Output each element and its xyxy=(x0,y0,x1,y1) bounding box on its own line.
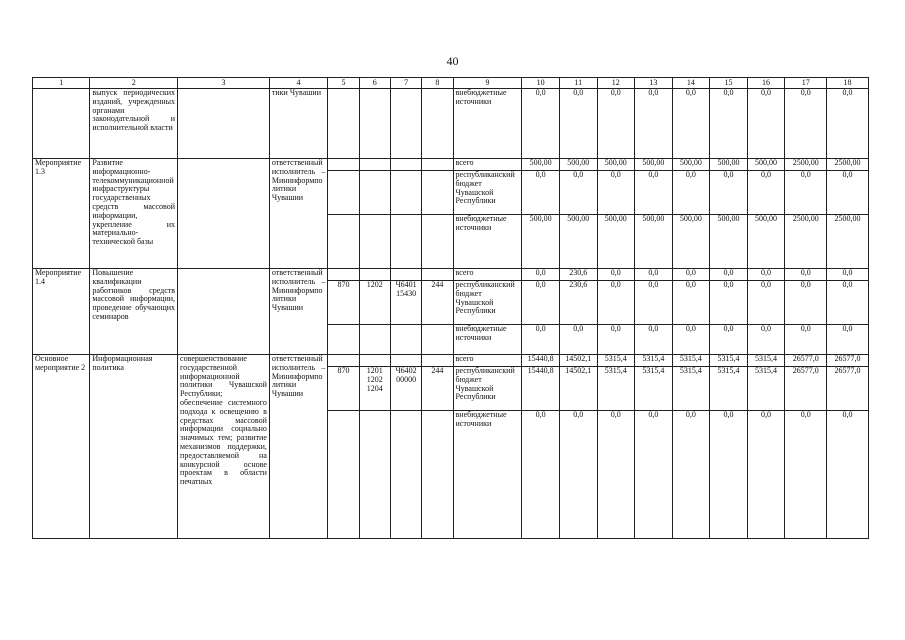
value-cell: 0,0 xyxy=(635,89,673,159)
column-header: 17 xyxy=(785,78,827,89)
rzpr-code xyxy=(359,215,390,269)
column-header: 16 xyxy=(747,78,785,89)
value-cell: 0,0 xyxy=(747,171,785,215)
value-cell: 0,0 xyxy=(827,171,869,215)
grbs-code xyxy=(328,171,359,215)
column-header: 3 xyxy=(178,78,270,89)
value-cell: 500,00 xyxy=(522,159,560,171)
value-cell: 0,0 xyxy=(635,269,673,281)
value-cell: 500,00 xyxy=(747,159,785,171)
value-cell: 500,00 xyxy=(559,159,597,171)
value-cell: 0,0 xyxy=(672,89,710,159)
value-cell: 0,0 xyxy=(827,411,869,539)
value-cell: 0,0 xyxy=(747,269,785,281)
funding-source: внебюджетные источники xyxy=(453,215,522,269)
value-cell: 14502,1 xyxy=(559,355,597,367)
grbs-code xyxy=(328,89,359,159)
value-cell: 230,6 xyxy=(559,269,597,281)
value-cell: 0,0 xyxy=(522,89,560,159)
value-cell: 0,0 xyxy=(672,411,710,539)
value-cell: 0,0 xyxy=(827,89,869,159)
value-cell: 0,0 xyxy=(785,411,827,539)
measure-executor: ответственный исполнитель – Мининформполитики Чувашии xyxy=(269,355,327,539)
value-cell: 500,00 xyxy=(710,159,748,171)
value-cell: 500,00 xyxy=(635,159,673,171)
value-cell: 0,0 xyxy=(785,89,827,159)
value-cell: 500,00 xyxy=(710,215,748,269)
column-header: 8 xyxy=(422,78,453,89)
column-header: 1 xyxy=(33,78,90,89)
value-cell: 0,0 xyxy=(635,325,673,355)
measure-label: Мероприятие 1.3 xyxy=(33,159,90,269)
value-cell: 26577,0 xyxy=(785,367,827,411)
rzpr-code xyxy=(359,355,390,367)
value-cell: 0,0 xyxy=(597,171,635,215)
value-cell: 2500,00 xyxy=(785,215,827,269)
column-header: 12 xyxy=(597,78,635,89)
csr-code xyxy=(390,215,421,269)
value-cell: 0,0 xyxy=(672,325,710,355)
value-cell: 0,0 xyxy=(785,171,827,215)
value-cell: 0,0 xyxy=(785,325,827,355)
value-cell: 15440,8 xyxy=(522,367,560,411)
value-cell: 0,0 xyxy=(747,325,785,355)
rzpr-code xyxy=(359,325,390,355)
value-cell: 0,0 xyxy=(559,171,597,215)
column-header: 4 xyxy=(269,78,327,89)
funding-source: республиканский бюджет Чувашской Республики xyxy=(453,367,522,411)
value-cell: 26577,0 xyxy=(827,355,869,367)
value-cell: 0,0 xyxy=(522,411,560,539)
value-cell: 0,0 xyxy=(597,325,635,355)
value-cell: 0,0 xyxy=(710,89,748,159)
value-cell: 5315,4 xyxy=(597,367,635,411)
value-cell: 0,0 xyxy=(710,281,748,325)
csr-code: Ч6402 00000 xyxy=(390,367,421,411)
value-cell: 5315,4 xyxy=(672,367,710,411)
column-header: 6 xyxy=(359,78,390,89)
grbs-code xyxy=(328,325,359,355)
measure-label: Основное мероприятие 2 xyxy=(33,355,90,539)
value-cell: 0,0 xyxy=(559,411,597,539)
table-row xyxy=(33,269,869,281)
csr-code xyxy=(390,355,421,367)
value-cell: 14502,1 xyxy=(559,367,597,411)
value-cell: 26577,0 xyxy=(785,355,827,367)
value-cell: 500,00 xyxy=(747,215,785,269)
rzpr-code xyxy=(359,171,390,215)
vr-code xyxy=(422,89,453,159)
grbs-code xyxy=(328,159,359,171)
column-header: 7 xyxy=(390,78,421,89)
table-row xyxy=(33,159,869,171)
measure-label: Мероприятие 1.4 xyxy=(33,269,90,355)
measure-name: Информационная политика xyxy=(90,355,178,539)
funding-source: всего xyxy=(453,269,522,281)
grbs-code xyxy=(328,355,359,367)
measure-label xyxy=(33,89,90,159)
value-cell: 26577,0 xyxy=(827,367,869,411)
value-cell: 0,0 xyxy=(827,281,869,325)
csr-code xyxy=(390,159,421,171)
table-row xyxy=(33,89,869,159)
grbs-code xyxy=(328,215,359,269)
value-cell: 0,0 xyxy=(785,269,827,281)
vr-code xyxy=(422,215,453,269)
column-header: 10 xyxy=(522,78,560,89)
value-cell: 5315,4 xyxy=(710,367,748,411)
value-cell: 2500,00 xyxy=(827,215,869,269)
vr-code xyxy=(422,355,453,367)
value-cell: 500,00 xyxy=(597,159,635,171)
value-cell: 0,0 xyxy=(597,89,635,159)
column-header: 18 xyxy=(827,78,869,89)
rzpr-code xyxy=(359,411,390,539)
vr-code xyxy=(422,159,453,171)
value-cell: 0,0 xyxy=(559,325,597,355)
value-cell: 5315,4 xyxy=(747,367,785,411)
value-cell: 2500,00 xyxy=(827,159,869,171)
measure-name: Повышение квалификации работников средств массовой информации, проведение обучающих семинаров xyxy=(90,269,178,355)
vr-code xyxy=(422,171,453,215)
grbs-code: 870 xyxy=(328,367,359,411)
value-cell: 0,0 xyxy=(522,281,560,325)
value-cell: 0,0 xyxy=(747,89,785,159)
value-cell: 5315,4 xyxy=(747,355,785,367)
column-number-row xyxy=(33,78,869,89)
funding-source: внебюджетные источники xyxy=(453,89,522,159)
csr-code: Ч6401 15430 xyxy=(390,281,421,325)
vr-code: 244 xyxy=(422,281,453,325)
csr-code xyxy=(390,89,421,159)
measure-executor: ответственный исполнитель – Мининформполитики Чувашии xyxy=(269,269,327,355)
table-row xyxy=(33,355,869,367)
measure-name: выпуск периодических изданий, учрежденных органами законодательной и исполнительной власти xyxy=(90,89,178,159)
value-cell: 0,0 xyxy=(747,411,785,539)
funding-source: республиканский бюджет Чувашской Республики xyxy=(453,281,522,325)
value-cell: 0,0 xyxy=(635,171,673,215)
funding-source: всего xyxy=(453,159,522,171)
rzpr-code: 1201 1202 1204 xyxy=(359,367,390,411)
funding-source: внебюджетные источники xyxy=(453,411,522,539)
column-header: 15 xyxy=(710,78,748,89)
measure-executor: тики Чувашии xyxy=(269,89,327,159)
value-cell: 0,0 xyxy=(597,281,635,325)
csr-code xyxy=(390,171,421,215)
rzpr-code xyxy=(359,269,390,281)
column-header: 5 xyxy=(328,78,359,89)
value-cell: 0,0 xyxy=(672,171,710,215)
measure-goals xyxy=(178,89,270,159)
value-cell: 0,0 xyxy=(827,325,869,355)
value-cell: 0,0 xyxy=(827,269,869,281)
vr-code xyxy=(422,325,453,355)
value-cell: 0,0 xyxy=(672,269,710,281)
grbs-code xyxy=(328,269,359,281)
value-cell: 5315,4 xyxy=(597,355,635,367)
value-cell: 0,0 xyxy=(747,281,785,325)
value-cell: 5315,4 xyxy=(710,355,748,367)
budget-table xyxy=(32,77,869,539)
value-cell: 500,00 xyxy=(635,215,673,269)
value-cell: 5315,4 xyxy=(635,355,673,367)
csr-code xyxy=(390,269,421,281)
value-cell: 5315,4 xyxy=(635,367,673,411)
csr-code xyxy=(390,411,421,539)
measure-executor: ответственный исполнитель – Мининформполитики Чувашии xyxy=(269,159,327,269)
rzpr-code xyxy=(359,159,390,171)
value-cell: 0,0 xyxy=(672,281,710,325)
measure-goals: совершенствование государственной информационной политики Чувашской Республики; обеспечение системного подхода к освещению в средствах массовой информации социально значимых тем; развитие механизмов поддержки, предоставляемой на конкурсной основе проектам в области печатных xyxy=(178,355,270,539)
column-header: 13 xyxy=(635,78,673,89)
value-cell: 0,0 xyxy=(635,281,673,325)
value-cell: 0,0 xyxy=(635,411,673,539)
value-cell: 0,0 xyxy=(597,411,635,539)
measure-goals xyxy=(178,159,270,269)
value-cell: 0,0 xyxy=(710,171,748,215)
value-cell: 0,0 xyxy=(710,411,748,539)
value-cell: 0,0 xyxy=(522,171,560,215)
csr-code xyxy=(390,325,421,355)
vr-code: 244 xyxy=(422,367,453,411)
value-cell: 0,0 xyxy=(710,325,748,355)
rzpr-code xyxy=(359,89,390,159)
funding-source: всего xyxy=(453,355,522,367)
vr-code xyxy=(422,411,453,539)
value-cell: 15440,8 xyxy=(522,355,560,367)
value-cell: 0,0 xyxy=(710,269,748,281)
value-cell: 500,00 xyxy=(597,215,635,269)
value-cell: 500,00 xyxy=(672,215,710,269)
value-cell: 500,00 xyxy=(559,215,597,269)
vr-code xyxy=(422,269,453,281)
column-header: 9 xyxy=(453,78,522,89)
value-cell: 500,00 xyxy=(522,215,560,269)
value-cell: 2500,00 xyxy=(785,159,827,171)
funding-source: республиканский бюджет Чувашской Республики xyxy=(453,171,522,215)
grbs-code xyxy=(328,411,359,539)
measure-goals xyxy=(178,269,270,355)
value-cell: 0,0 xyxy=(597,269,635,281)
rzpr-code: 1202 xyxy=(359,281,390,325)
value-cell: 0,0 xyxy=(522,269,560,281)
column-header: 14 xyxy=(672,78,710,89)
page-number: 40 xyxy=(446,54,459,68)
value-cell: 500,00 xyxy=(672,159,710,171)
value-cell: 0,0 xyxy=(785,281,827,325)
measure-name: Развитие информационно-телекоммуникационной инфраструктуры государственных средств массовой информации, укрепление их материально-технической базы xyxy=(90,159,178,269)
value-cell: 0,0 xyxy=(522,325,560,355)
column-header: 2 xyxy=(90,78,178,89)
funding-source: внебюджетные источники xyxy=(453,325,522,355)
column-header: 11 xyxy=(559,78,597,89)
value-cell: 230,6 xyxy=(559,281,597,325)
value-cell: 5315,4 xyxy=(672,355,710,367)
value-cell: 0,0 xyxy=(559,89,597,159)
grbs-code: 870 xyxy=(328,281,359,325)
